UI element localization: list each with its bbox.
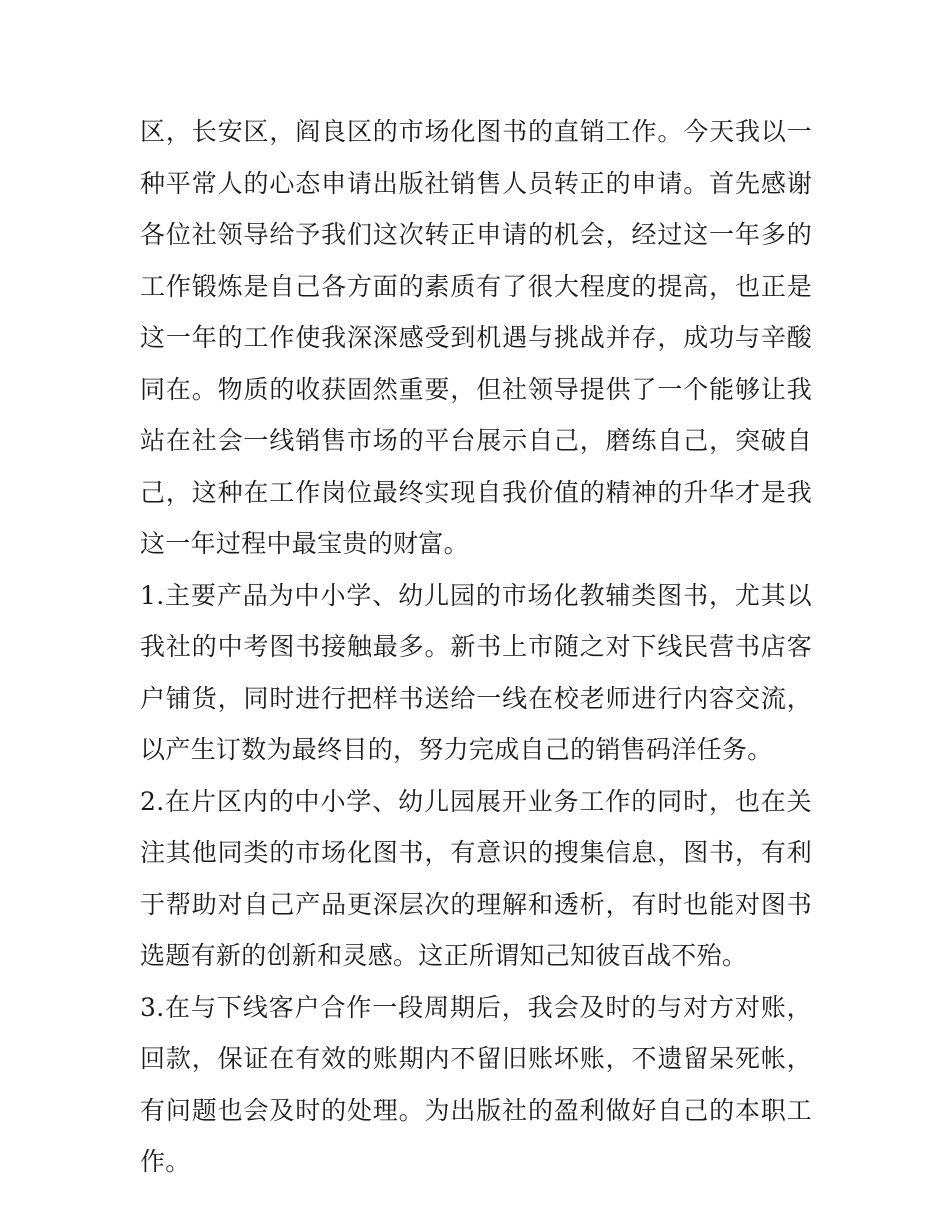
- document-body: [140, 106, 812, 1188]
- paragraph-item-1: 1.主要产品为中小学、幼儿园的市场化教辅类图书，尤其以我社的中考图书接触最多。新书上市随之对下线民营书店客户铺货，同时进行把样书送给一线在校老师进行内容交流，以产生订数为最终目的，努力完成自己的销售码洋任务。: [140, 580, 812, 764]
- paragraph-item-3: 3.在与下线客户合作一段周期后，我会及时的与对方对账，回款，保证在有效的账期内不留旧账坏账，不遗留呆死帐，有问题也会及时的处理。为出版社的盈利做好自己的本职工作。: [140, 992, 812, 1176]
- paragraph-intro: 区，长安区，阎良区的市场化图书的直销工作。今天我以一种平常人的心态申请出版社销售人员转正的申请。首先感谢各位社领导给予我们这次转正申请的机会，经过这一年多的工作锻炼是自己各方面的素质有了很大程度的提高，也正是这一年的工作使我深深感受到机遇与挑战并存，成功与辛酸同在。物质的收获固然重要，但社领导提供了一个能够让我站在社会一线销售市场的平台展示自己，磨练自己，突破自己，这种在工作岗位最终实现自我价值的精神的升华才是我这一年过程中最宝贵的财富。: [140, 117, 812, 558]
- paragraph-item-2: 2.在片区内的中小学、幼儿园展开业务工作的同时，也在关注其他同类的市场化图书，有意识的搜集信息，图书，有利于帮助对自己产品更深层次的理解和透析，有时也能对图书选题有新的创新和灵感。这正所谓知己知彼百战不殆。: [140, 786, 812, 970]
